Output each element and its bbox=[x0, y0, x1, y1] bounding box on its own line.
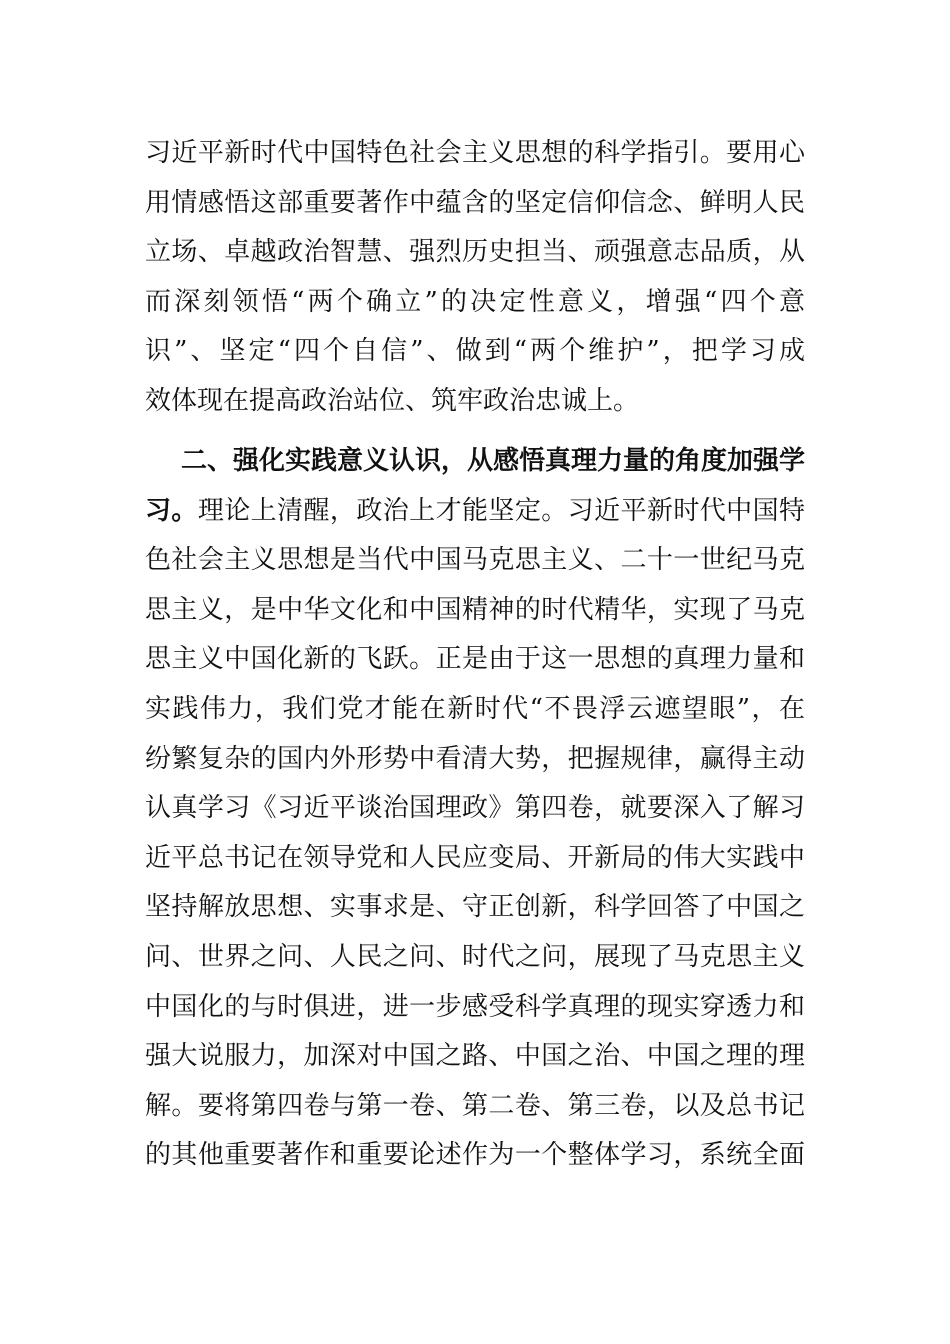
text-line: 效体现在提高政治站位、筑牢政治忠诚上。 bbox=[145, 385, 640, 416]
text-line: 色社会主义思想是当代中国马克思主义、二十一世纪马克 bbox=[145, 545, 805, 576]
text-line: 的其他重要著作和重要论述作为一个整体学习，系统全面 bbox=[145, 1140, 805, 1171]
section-heading-end: 习。 bbox=[145, 495, 198, 526]
text-line: 识”、坚定“四个自信”、做到“两个维护”，把学习成 bbox=[145, 336, 805, 367]
text-line-mixed bbox=[145, 487, 805, 537]
text-line: 思主义，是中华文化和中国精神的时代精华，实现了马克 bbox=[145, 594, 805, 625]
text-line: 思主义中国化新的飞跃。正是由于这一思想的真理力量和 bbox=[145, 644, 805, 675]
text-line: 近平总书记在领导党和人民应变局、开新局的伟大实践中 bbox=[145, 842, 805, 873]
text-run: 理论上清醒，政治上才能坚定。习近平新时代中国特 bbox=[197, 495, 805, 526]
text-line: 用情感悟这部重要著作中蕴含的坚定信仰信念、鲜明人民 bbox=[145, 187, 805, 218]
text-line: 坚持解放思想、实事求是、守正创新，科学回答了中国之 bbox=[145, 892, 805, 923]
paragraph-2 bbox=[145, 437, 805, 1181]
text-line: 认真学习《习近平谈治国理政》第四卷，就要深入了解习 bbox=[145, 793, 805, 824]
text-line: 问、世界之问、人民之问、时代之问，展现了马克思主义 bbox=[145, 941, 805, 972]
text-line: 强大说服力，加深对中国之路、中国之治、中国之理的理 bbox=[145, 1041, 805, 1072]
paragraph-1 bbox=[145, 129, 805, 427]
text-line: 立场、卓越政治智慧、强烈历史担当、顽强意志品质，从 bbox=[145, 237, 805, 268]
section-heading: 二、强化实践意义认识，从感悟真理力量的角度加强学 bbox=[181, 446, 806, 476]
text-line: 习近平新时代中国特色社会主义思想的科学指引。要用心 bbox=[145, 138, 805, 168]
text-line: 而深刻领悟“两个确立”的决定性意义，增强“四个意 bbox=[145, 286, 805, 317]
text-line: 实践伟力，我们党才能在新时代“不畏浮云遮望眼”，在 bbox=[145, 693, 805, 724]
text-line: 中国化的与时俱进，进一步感受科学真理的现实穿透力和 bbox=[145, 991, 805, 1022]
text-line: 纷繁复杂的国内外形势中看清大势，把握规律，赢得主动 bbox=[145, 743, 805, 774]
text-line: 解。要将第四卷与第一卷、第二卷、第三卷，以及总书记 bbox=[145, 1090, 805, 1121]
